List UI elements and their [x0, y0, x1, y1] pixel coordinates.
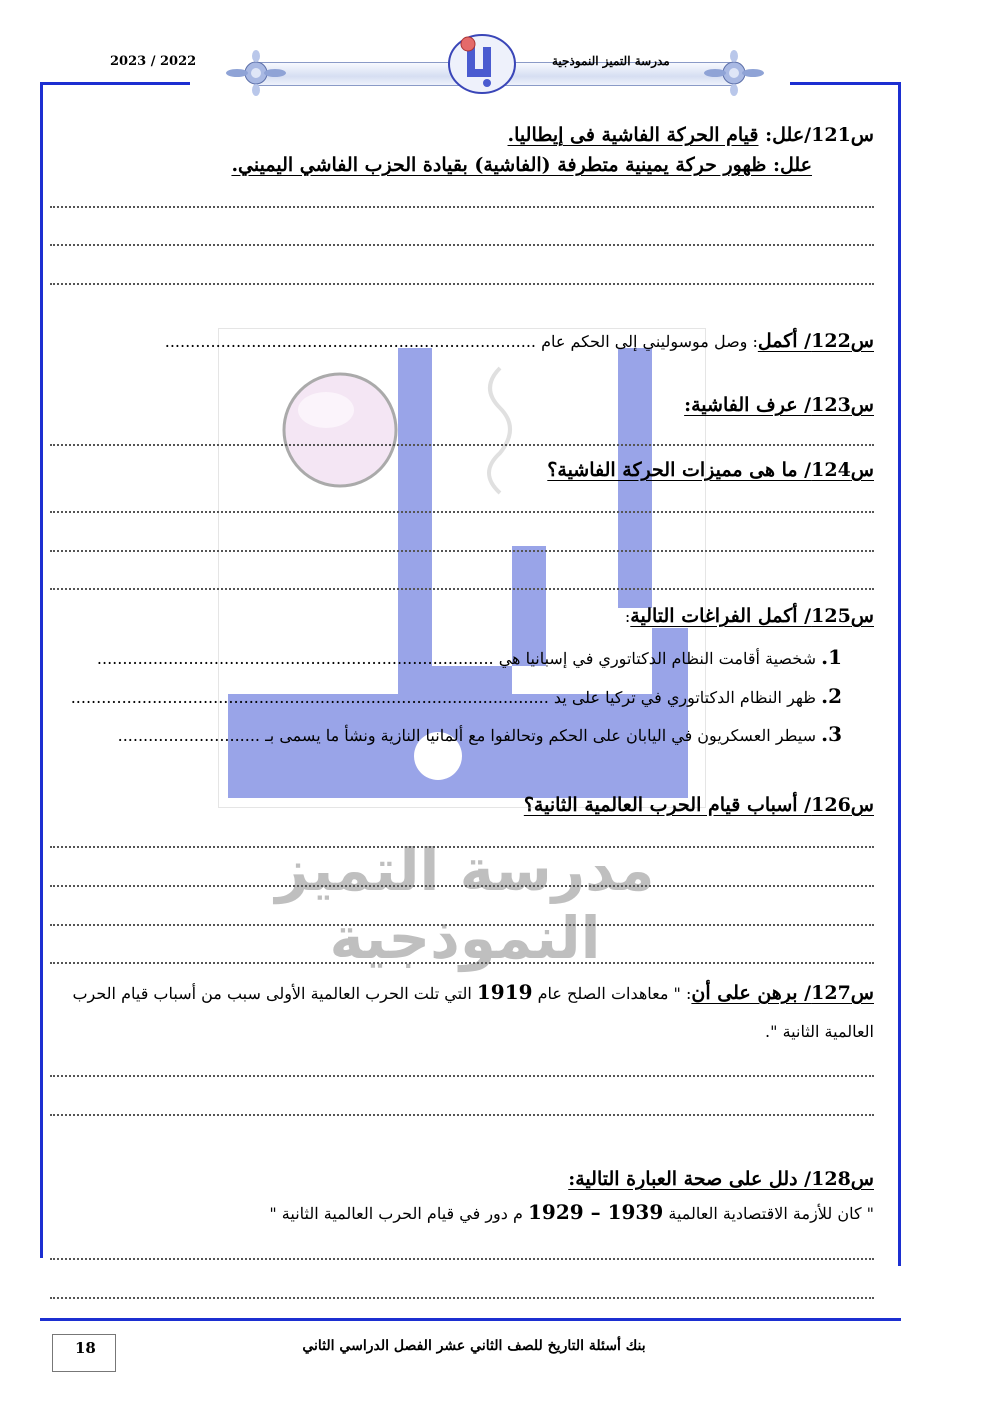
page-number-box [52, 1334, 116, 1372]
answer-line [50, 846, 874, 848]
q125-item-3 [118, 722, 842, 746]
flower-ornament-icon [225, 50, 287, 96]
q127-row [72, 980, 874, 1004]
q125-item-3-text: سيطر العسكريون في اليابان على الحكم وتحالفوا مع ألمانيا النازية ونشأ ما يسمى بـ [265, 726, 817, 745]
answer-line [50, 550, 874, 552]
q125-item-2-text: ظهر النظام الدكتاتوري في تركيا على يد [553, 688, 817, 707]
q125-label: س125/ أكمل الفراغات التالية [630, 605, 874, 627]
q124-label: س124/ ما هى مميزات الحركة الفاشية؟ [547, 459, 874, 481]
q122-text: : وصل موسوليني إلى الحكم عام [541, 332, 758, 351]
q127-label: س127/ برهن على أن [691, 982, 874, 1004]
q128-text-after: م دور في قيام الحرب العالمية الثانية " [269, 1204, 523, 1223]
answer-line [50, 206, 874, 208]
q125-item-3-fill-blank: ............................ [117, 726, 261, 745]
q125-colon: : [624, 607, 631, 626]
answer-line [50, 1075, 874, 1077]
tamayoz-logo-icon [447, 33, 517, 95]
q128-text-before: " كان للأزمة الاقتصادية العالمية [668, 1204, 874, 1223]
q125-item-2 [71, 684, 842, 708]
q121-label-text: س121/علل: [765, 124, 874, 146]
q121-text: قيام الحركة الفاشية فى إيطاليا. [507, 124, 759, 146]
answer-line [50, 511, 874, 513]
answer-line [50, 588, 874, 590]
answer-line [50, 444, 874, 446]
q125-row [625, 605, 874, 627]
flower-ornament-icon [703, 50, 765, 96]
answer-line [50, 1114, 874, 1116]
answer-line [50, 1258, 874, 1260]
q121-answer: علل: ظهور حركة يمينية متطرفة (الفاشية) بقيادة الحزب الفاشي اليميني. [231, 154, 812, 176]
q127-text-after: التي تلت الحرب العالمية الأولى سبب من أسباب قيام الحرب [72, 984, 472, 1003]
q125-item-2-number: 2. [821, 684, 842, 708]
school-name: مدرسة التميز النموذجية [552, 54, 670, 68]
answer-line [50, 962, 874, 964]
q123-label: س123/ عرف الفاشية: [684, 394, 874, 416]
frame-bottom-line [40, 1318, 901, 1321]
page-number: 18 [75, 1339, 96, 1357]
q128-label: س128/ دلل على صحة العبارة التالية: [568, 1168, 874, 1190]
watermark-school-name: مدرسة التميز النموذجية [275, 836, 655, 972]
frame-right-line [898, 82, 901, 1266]
frame-left-line [40, 82, 43, 1258]
q127-year: 1919 [476, 980, 533, 1004]
frame-top-right-line [790, 82, 901, 85]
frame-top-left-line [40, 82, 190, 85]
answer-line [50, 244, 874, 246]
q125-item-1-text: شخصية أقامت النظام الدكتاتوري في إسبانيا هي [498, 649, 817, 668]
q125-item-3-number: 3. [821, 722, 842, 746]
q127-text-line2: العالمية الثانية ". [765, 1022, 874, 1041]
q128-statement [269, 1200, 874, 1224]
q125-item-1-fill-blank: .............................................................................. [96, 649, 494, 668]
answer-line [50, 924, 874, 926]
q128-years: 1929 – 1939 [528, 1200, 664, 1224]
school-year: 2023 / 2022 [110, 54, 197, 69]
q125-item-1 [97, 645, 842, 669]
answer-line [50, 1297, 874, 1299]
q122-fill-blank: ......................................................................... [164, 332, 537, 351]
answer-line [50, 283, 874, 285]
q122-row [165, 330, 874, 352]
q126-label: س126/ أسباب قيام الحرب العالمية الثانية؟ [523, 794, 874, 816]
answer-line [50, 885, 874, 887]
q125-item-2-fill-blank: .............................................................................................. [70, 688, 549, 707]
q122-label: س122/ أكمل [757, 330, 874, 352]
q121-label [508, 124, 874, 146]
q127-text-before: : " معاهدات الصلح عام [537, 984, 692, 1003]
q125-item-1-number: 1. [821, 645, 842, 669]
footer-title: بنك أسئلة التاريخ للصف الثاني عشر الفصل الدراسي الثاني [302, 1338, 646, 1354]
